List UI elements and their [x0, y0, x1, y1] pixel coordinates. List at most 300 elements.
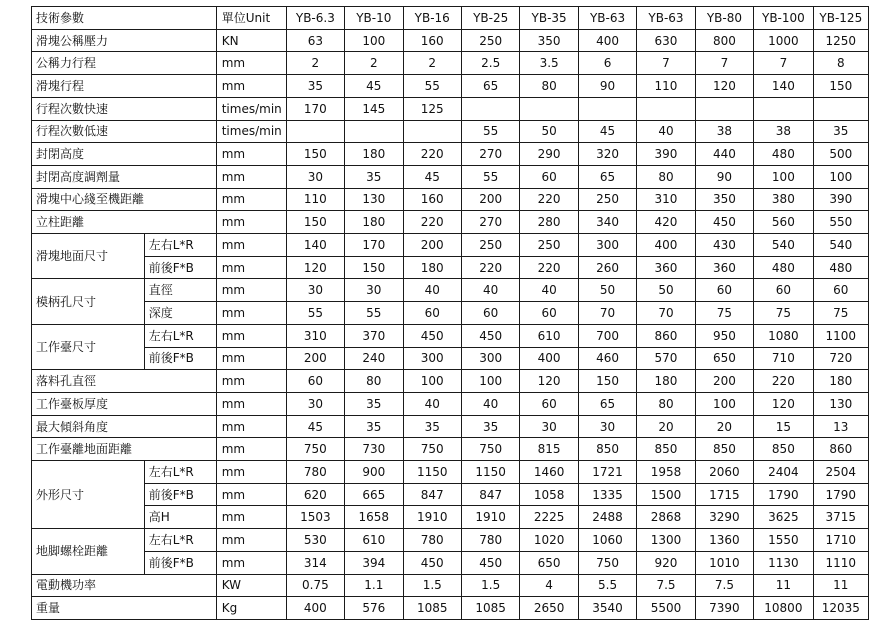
value-cell: 60 — [695, 279, 753, 302]
value-cell: 65 — [461, 75, 519, 98]
table-row — [32, 370, 869, 393]
sub-label: 左右L*R — [144, 234, 216, 257]
unit-cell: Kg — [216, 597, 286, 620]
value-cell: 1958 — [637, 461, 695, 484]
value-cell: 45 — [286, 415, 344, 438]
model-header: YB-25 — [461, 7, 519, 30]
value-cell: 1085 — [403, 597, 461, 620]
value-cell: 570 — [637, 347, 695, 370]
table-row — [32, 551, 869, 574]
value-cell: 40 — [461, 392, 519, 415]
unit-header: 單位Unit — [216, 7, 286, 30]
value-cell: 11 — [813, 574, 868, 597]
value-cell: 1503 — [286, 506, 344, 529]
unit-cell: mm — [216, 461, 286, 484]
value-cell: 11 — [754, 574, 813, 597]
row-label: 工作臺板厚度 — [32, 392, 217, 415]
table-row — [32, 392, 869, 415]
value-cell: 220 — [754, 370, 813, 393]
value-cell: 1910 — [403, 506, 461, 529]
row-label: 滑塊中心綫至機距離 — [32, 188, 217, 211]
value-cell: 1150 — [461, 461, 519, 484]
value-cell: 380 — [754, 188, 813, 211]
value-cell: 45 — [345, 75, 403, 98]
value-cell: 290 — [520, 143, 578, 166]
value-cell: 7 — [695, 52, 753, 75]
value-cell: 65 — [578, 165, 636, 188]
value-cell: 2060 — [695, 461, 753, 484]
table-row — [32, 529, 869, 552]
value-cell: 35 — [345, 165, 403, 188]
value-cell: 180 — [637, 370, 695, 393]
value-cell: 920 — [637, 551, 695, 574]
value-cell: 35 — [345, 415, 403, 438]
value-cell: 55 — [461, 165, 519, 188]
value-cell: 1658 — [345, 506, 403, 529]
unit-cell: times/min — [216, 120, 286, 143]
value-cell: 2 — [345, 52, 403, 75]
value-cell: 1130 — [754, 551, 813, 574]
unit-cell: mm — [216, 165, 286, 188]
unit-cell: mm — [216, 415, 286, 438]
value-cell: 150 — [286, 143, 344, 166]
value-cell: 400 — [578, 29, 636, 52]
value-cell: 220 — [403, 211, 461, 234]
unit-cell: mm — [216, 438, 286, 461]
value-cell: 780 — [461, 529, 519, 552]
model-header: YB-100 — [754, 7, 813, 30]
value-cell: 180 — [345, 143, 403, 166]
value-cell: 90 — [578, 75, 636, 98]
value-cell — [813, 97, 868, 120]
value-cell: 420 — [637, 211, 695, 234]
value-cell: 480 — [754, 143, 813, 166]
value-cell — [695, 97, 753, 120]
value-cell: 60 — [813, 279, 868, 302]
row-label: 行程次數低速 — [32, 120, 217, 143]
value-cell: 160 — [403, 29, 461, 52]
unit-cell: mm — [216, 529, 286, 552]
value-cell: 5500 — [637, 597, 695, 620]
value-cell: 270 — [461, 211, 519, 234]
value-cell: 560 — [754, 211, 813, 234]
model-header: YB-10 — [345, 7, 403, 30]
row-label: 電動機功率 — [32, 574, 217, 597]
value-cell: 55 — [345, 302, 403, 325]
value-cell: 1020 — [520, 529, 578, 552]
value-cell: 3625 — [754, 506, 813, 529]
value-cell: 1000 — [754, 29, 813, 52]
value-cell: 815 — [520, 438, 578, 461]
row-label: 行程次數快速 — [32, 97, 217, 120]
value-cell: 300 — [578, 234, 636, 257]
value-cell: 180 — [403, 256, 461, 279]
value-cell: 480 — [813, 256, 868, 279]
value-cell: 35 — [345, 392, 403, 415]
value-cell: 610 — [345, 529, 403, 552]
value-cell: 720 — [813, 347, 868, 370]
spec-table — [31, 6, 869, 620]
value-cell: 280 — [520, 211, 578, 234]
value-cell: 170 — [286, 97, 344, 120]
value-cell: 90 — [695, 165, 753, 188]
group-label: 滑塊地面尺寸 — [32, 234, 145, 279]
value-cell — [286, 120, 344, 143]
value-cell: 40 — [461, 279, 519, 302]
value-cell: 70 — [637, 302, 695, 325]
value-cell: 140 — [754, 75, 813, 98]
value-cell: 220 — [461, 256, 519, 279]
value-cell: 0.75 — [286, 574, 344, 597]
value-cell: 150 — [286, 211, 344, 234]
model-header: YB-6.3 — [286, 7, 344, 30]
value-cell: 850 — [578, 438, 636, 461]
value-cell: 40 — [403, 279, 461, 302]
model-header: YB-80 — [695, 7, 753, 30]
sub-label: 高H — [144, 506, 216, 529]
value-cell: 7 — [754, 52, 813, 75]
value-cell: 750 — [403, 438, 461, 461]
table-row — [32, 597, 869, 620]
value-cell: 2650 — [520, 597, 578, 620]
value-cell: 145 — [345, 97, 403, 120]
value-cell: 550 — [813, 211, 868, 234]
value-cell: 300 — [461, 347, 519, 370]
value-cell: 110 — [286, 188, 344, 211]
value-cell: 250 — [461, 234, 519, 257]
value-cell: 6 — [578, 52, 636, 75]
value-cell: 40 — [403, 392, 461, 415]
table-row — [32, 279, 869, 302]
value-cell: 2 — [286, 52, 344, 75]
value-cell: 75 — [695, 302, 753, 325]
value-cell: 1360 — [695, 529, 753, 552]
value-cell: 8 — [813, 52, 868, 75]
value-cell: 360 — [637, 256, 695, 279]
table-row — [32, 483, 869, 506]
value-cell: 5.5 — [578, 574, 636, 597]
value-cell — [578, 97, 636, 120]
value-cell: 55 — [286, 302, 344, 325]
value-cell: 250 — [520, 234, 578, 257]
unit-cell: mm — [216, 256, 286, 279]
value-cell: 4 — [520, 574, 578, 597]
value-cell: 847 — [461, 483, 519, 506]
value-cell: 350 — [695, 188, 753, 211]
value-cell: 750 — [461, 438, 519, 461]
table-row — [32, 211, 869, 234]
value-cell: 45 — [578, 120, 636, 143]
value-cell: 10800 — [754, 597, 813, 620]
value-cell: 450 — [461, 324, 519, 347]
unit-cell: mm — [216, 75, 286, 98]
value-cell: 100 — [461, 370, 519, 393]
value-cell: 1910 — [461, 506, 519, 529]
value-cell: 130 — [345, 188, 403, 211]
value-cell: 20 — [695, 415, 753, 438]
row-label: 滑塊公稱壓力 — [32, 29, 217, 52]
row-label: 滑塊行程 — [32, 75, 217, 98]
value-cell: 170 — [345, 234, 403, 257]
value-cell: 140 — [286, 234, 344, 257]
value-cell: 3540 — [578, 597, 636, 620]
value-cell: 847 — [403, 483, 461, 506]
value-cell: 35 — [813, 120, 868, 143]
unit-cell: KW — [216, 574, 286, 597]
value-cell: 320 — [578, 143, 636, 166]
value-cell: 950 — [695, 324, 753, 347]
value-cell: 30 — [578, 415, 636, 438]
value-cell: 360 — [695, 256, 753, 279]
value-cell: 390 — [637, 143, 695, 166]
value-cell: 120 — [754, 392, 813, 415]
value-cell: 100 — [345, 29, 403, 52]
sub-label: 前後F*B — [144, 551, 216, 574]
sub-label: 深度 — [144, 302, 216, 325]
value-cell: 35 — [286, 75, 344, 98]
value-cell: 40 — [520, 279, 578, 302]
unit-cell: mm — [216, 211, 286, 234]
value-cell: 180 — [345, 211, 403, 234]
value-cell: 80 — [345, 370, 403, 393]
unit-cell: mm — [216, 52, 286, 75]
row-label: 公稱力行程 — [32, 52, 217, 75]
value-cell: 2404 — [754, 461, 813, 484]
value-cell: 60 — [461, 302, 519, 325]
value-cell: 7.5 — [695, 574, 753, 597]
value-cell: 100 — [695, 392, 753, 415]
unit-cell: mm — [216, 279, 286, 302]
value-cell: 1500 — [637, 483, 695, 506]
value-cell: 1100 — [813, 324, 868, 347]
value-cell: 710 — [754, 347, 813, 370]
value-cell — [461, 97, 519, 120]
value-cell: 100 — [754, 165, 813, 188]
model-header: YB-63 — [637, 7, 695, 30]
value-cell: 314 — [286, 551, 344, 574]
value-cell: 1010 — [695, 551, 753, 574]
value-cell: 50 — [520, 120, 578, 143]
row-label: 立柱距離 — [32, 211, 217, 234]
unit-cell: mm — [216, 392, 286, 415]
table-row — [32, 29, 869, 52]
value-cell: 900 — [345, 461, 403, 484]
value-cell: 1460 — [520, 461, 578, 484]
value-cell: 125 — [403, 97, 461, 120]
unit-cell: mm — [216, 324, 286, 347]
unit-cell: mm — [216, 551, 286, 574]
value-cell: 60 — [403, 302, 461, 325]
value-cell: 800 — [695, 29, 753, 52]
value-cell: 1.5 — [461, 574, 519, 597]
value-cell: 70 — [578, 302, 636, 325]
unit-cell: mm — [216, 506, 286, 529]
group-label: 工作臺尺寸 — [32, 324, 145, 369]
value-cell: 650 — [520, 551, 578, 574]
table-row — [32, 120, 869, 143]
param-header: 技術參數 — [32, 7, 217, 30]
value-cell: 200 — [403, 234, 461, 257]
value-cell: 30 — [286, 279, 344, 302]
value-cell: 120 — [695, 75, 753, 98]
value-cell — [520, 97, 578, 120]
value-cell: 30 — [520, 415, 578, 438]
value-cell: 100 — [403, 370, 461, 393]
value-cell: 38 — [695, 120, 753, 143]
value-cell: 60 — [286, 370, 344, 393]
unit-cell: mm — [216, 188, 286, 211]
value-cell: 1335 — [578, 483, 636, 506]
table-row — [32, 188, 869, 211]
value-cell: 38 — [754, 120, 813, 143]
unit-cell: times/min — [216, 97, 286, 120]
value-cell: 500 — [813, 143, 868, 166]
table-row — [32, 97, 869, 120]
value-cell: 450 — [403, 551, 461, 574]
value-cell: 540 — [813, 234, 868, 257]
unit-cell: mm — [216, 370, 286, 393]
value-cell: 1060 — [578, 529, 636, 552]
value-cell: 300 — [403, 347, 461, 370]
value-cell: 1110 — [813, 551, 868, 574]
table-row — [32, 415, 869, 438]
value-cell: 540 — [754, 234, 813, 257]
value-cell: 450 — [403, 324, 461, 347]
sub-label: 前後F*B — [144, 347, 216, 370]
value-cell: 576 — [345, 597, 403, 620]
value-cell — [754, 97, 813, 120]
value-cell: 400 — [286, 597, 344, 620]
model-header: YB-63 — [578, 7, 636, 30]
value-cell: 200 — [695, 370, 753, 393]
value-cell: 200 — [461, 188, 519, 211]
value-cell: 480 — [754, 256, 813, 279]
value-cell: 50 — [578, 279, 636, 302]
table-row — [32, 234, 869, 257]
value-cell: 55 — [403, 75, 461, 98]
value-cell: 2868 — [637, 506, 695, 529]
table-row — [32, 256, 869, 279]
value-cell: 850 — [637, 438, 695, 461]
value-cell: 440 — [695, 143, 753, 166]
value-cell: 3715 — [813, 506, 868, 529]
value-cell: 220 — [520, 256, 578, 279]
sub-label: 前後F*B — [144, 256, 216, 279]
value-cell: 35 — [461, 415, 519, 438]
value-cell: 370 — [345, 324, 403, 347]
table-row — [32, 324, 869, 347]
value-cell: 30 — [345, 279, 403, 302]
unit-cell: mm — [216, 302, 286, 325]
table-row — [32, 302, 869, 325]
value-cell: 390 — [813, 188, 868, 211]
value-cell: 150 — [813, 75, 868, 98]
value-cell: 2 — [403, 52, 461, 75]
sub-label: 左右L*R — [144, 461, 216, 484]
value-cell: 610 — [520, 324, 578, 347]
row-label: 最大傾斜角度 — [32, 415, 217, 438]
value-cell: 100 — [813, 165, 868, 188]
value-cell: 1790 — [754, 483, 813, 506]
value-cell: 650 — [695, 347, 753, 370]
value-cell: 1550 — [754, 529, 813, 552]
value-cell: 270 — [461, 143, 519, 166]
value-cell: 20 — [637, 415, 695, 438]
value-cell: 1.1 — [345, 574, 403, 597]
value-cell: 340 — [578, 211, 636, 234]
value-cell: 250 — [578, 188, 636, 211]
value-cell: 65 — [578, 392, 636, 415]
value-cell: 3.5 — [520, 52, 578, 75]
value-cell: 1715 — [695, 483, 753, 506]
value-cell: 665 — [345, 483, 403, 506]
value-cell: 7.5 — [637, 574, 695, 597]
value-cell: 15 — [754, 415, 813, 438]
model-header: YB-125 — [813, 7, 868, 30]
unit-cell: mm — [216, 234, 286, 257]
value-cell: 750 — [578, 551, 636, 574]
value-cell — [403, 120, 461, 143]
value-cell: 530 — [286, 529, 344, 552]
value-cell — [637, 97, 695, 120]
value-cell: 1250 — [813, 29, 868, 52]
value-cell: 1058 — [520, 483, 578, 506]
unit-cell: KN — [216, 29, 286, 52]
table-row — [32, 347, 869, 370]
value-cell: 430 — [695, 234, 753, 257]
value-cell: 60 — [520, 302, 578, 325]
table-row — [32, 506, 869, 529]
value-cell: 75 — [754, 302, 813, 325]
table-row — [32, 461, 869, 484]
value-cell: 780 — [286, 461, 344, 484]
value-cell: 150 — [578, 370, 636, 393]
value-cell: 400 — [637, 234, 695, 257]
group-label: 模柄孔尺寸 — [32, 279, 145, 324]
value-cell: 460 — [578, 347, 636, 370]
value-cell: 860 — [637, 324, 695, 347]
table-row — [32, 438, 869, 461]
value-cell: 60 — [520, 392, 578, 415]
value-cell: 1085 — [461, 597, 519, 620]
row-label: 工作臺離地面距離 — [32, 438, 217, 461]
row-label: 封閉高度 — [32, 143, 217, 166]
value-cell: 30 — [286, 392, 344, 415]
value-cell: 850 — [695, 438, 753, 461]
row-label: 封閉高度調劑量 — [32, 165, 217, 188]
value-cell: 394 — [345, 551, 403, 574]
group-label: 地脚螺栓距離 — [32, 529, 145, 574]
table-row — [32, 574, 869, 597]
value-cell: 1150 — [403, 461, 461, 484]
table-row — [32, 165, 869, 188]
value-cell: 150 — [345, 256, 403, 279]
value-cell: 250 — [461, 29, 519, 52]
value-cell: 110 — [637, 75, 695, 98]
value-cell: 1080 — [754, 324, 813, 347]
value-cell: 30 — [286, 165, 344, 188]
header-row — [32, 7, 869, 30]
value-cell: 180 — [813, 370, 868, 393]
value-cell: 310 — [637, 188, 695, 211]
sub-label: 左右L*R — [144, 324, 216, 347]
value-cell: 260 — [578, 256, 636, 279]
value-cell: 1721 — [578, 461, 636, 484]
value-cell: 63 — [286, 29, 344, 52]
value-cell: 630 — [637, 29, 695, 52]
value-cell: 350 — [520, 29, 578, 52]
value-cell: 2504 — [813, 461, 868, 484]
